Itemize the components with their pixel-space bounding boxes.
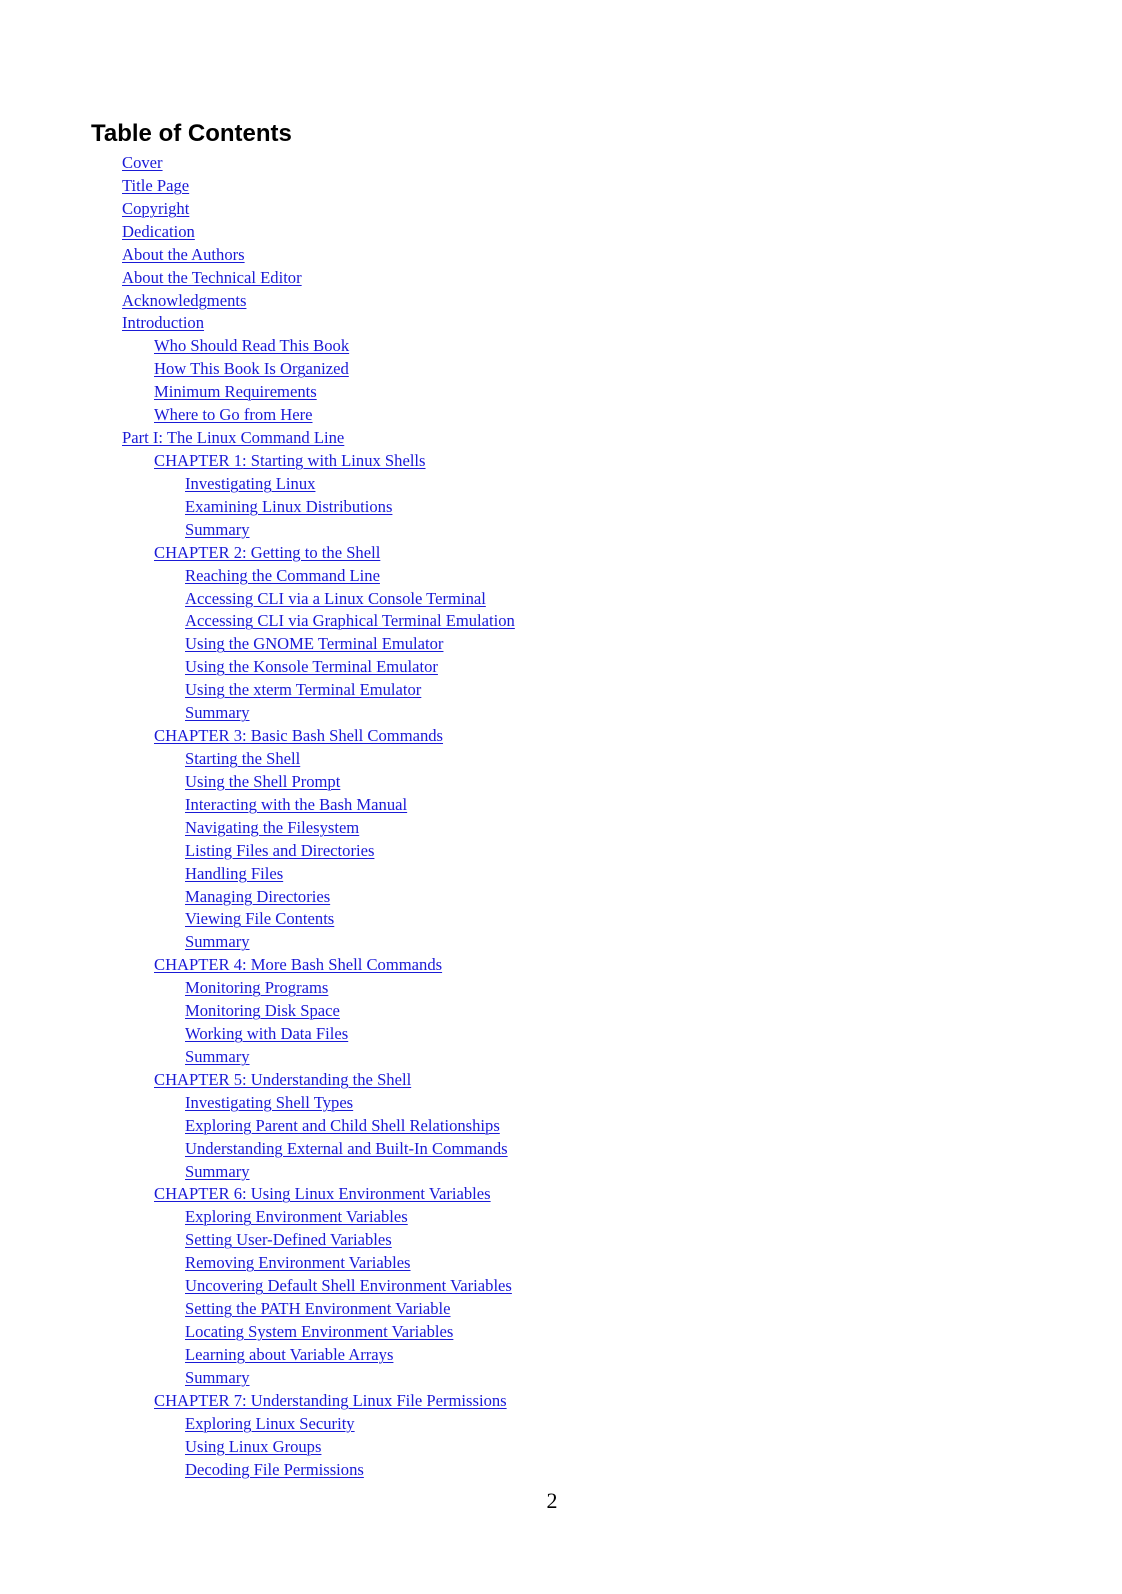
toc-entry: [0, 1344, 515, 1367]
toc-entry: [0, 863, 515, 886]
toc-link[interactable]: Summary: [185, 703, 250, 723]
toc-entry: [0, 1229, 515, 1252]
toc-entry: [0, 1069, 515, 1092]
toc-link[interactable]: Examining Linux Distributions: [185, 496, 393, 516]
toc-entry: [0, 1206, 515, 1229]
toc-link[interactable]: Using the GNOME Terminal Emulator: [185, 634, 444, 654]
toc-link[interactable]: Learning about Variable Arrays: [185, 1344, 394, 1364]
toc-entry: [0, 1252, 515, 1275]
toc-entry: [0, 450, 515, 473]
toc-entry: [0, 1183, 515, 1206]
toc-entry: [0, 175, 515, 198]
toc-entry: [0, 908, 515, 931]
toc-entry: [0, 1298, 515, 1321]
toc-entry: [0, 198, 515, 221]
toc-link[interactable]: Interacting with the Bash Manual: [185, 794, 408, 814]
toc-link[interactable]: CHAPTER 3: Basic Bash Shell Commands: [154, 726, 444, 746]
toc-entry: [0, 1000, 515, 1023]
toc-link[interactable]: Removing Environment Variables: [185, 1253, 411, 1273]
toc-entry: [0, 1046, 515, 1069]
toc-link[interactable]: Where to Go from Here: [154, 405, 313, 425]
toc-entry: [0, 542, 515, 565]
toc-entry: [0, 1275, 515, 1298]
toc-link[interactable]: CHAPTER 1: Starting with Linux Shells: [154, 450, 426, 470]
toc-entry: [0, 1413, 515, 1436]
toc-link[interactable]: Navigating the Filesystem: [185, 817, 360, 837]
toc-entry: [0, 1390, 515, 1413]
toc-link[interactable]: Investigating Linux: [185, 473, 316, 493]
toc-entry: [0, 312, 515, 335]
toc-entry: [0, 840, 515, 863]
toc-link[interactable]: Using the Shell Prompt: [185, 771, 341, 791]
toc-link[interactable]: Starting the Shell: [185, 748, 301, 768]
toc-entry: [0, 771, 515, 794]
toc-entry: [0, 404, 515, 427]
toc-link[interactable]: Locating System Environment Variables: [185, 1322, 454, 1342]
toc-link[interactable]: Summary: [185, 1367, 250, 1387]
toc-title: Table of Contents: [91, 120, 292, 147]
toc-link[interactable]: Handling Files: [185, 863, 284, 883]
toc-link[interactable]: How This Book Is Organized: [154, 359, 349, 379]
toc-link[interactable]: Dedication: [122, 221, 195, 241]
toc-entry: [0, 1161, 515, 1184]
toc-link[interactable]: Decoding File Permissions: [185, 1459, 364, 1479]
toc-link[interactable]: CHAPTER 6: Using Linux Environment Variables: [154, 1184, 491, 1204]
toc-entry: [0, 519, 515, 542]
toc-entry: [0, 748, 515, 771]
toc-link[interactable]: Acknowledgments: [122, 290, 247, 310]
toc-entry: [0, 954, 515, 977]
toc-link[interactable]: Monitoring Programs: [185, 978, 329, 998]
toc-entry: [0, 1023, 515, 1046]
toc-entry: [0, 290, 515, 313]
toc-link[interactable]: Using the Konsole Terminal Emulator: [185, 657, 438, 677]
toc-entry: [0, 427, 515, 450]
toc-link[interactable]: About the Technical Editor: [122, 267, 302, 287]
toc-entry: [0, 358, 515, 381]
toc-entry: [0, 473, 515, 496]
toc-entry: [0, 931, 515, 954]
toc-link[interactable]: Understanding External and Built-In Commands: [185, 1138, 508, 1158]
toc-link[interactable]: Exploring Parent and Child Shell Relationships: [185, 1115, 500, 1135]
toc-entry: [0, 496, 515, 519]
toc-link[interactable]: Viewing File Contents: [185, 909, 335, 929]
toc-entry: [0, 679, 515, 702]
toc-link[interactable]: Minimum Requirements: [154, 382, 317, 402]
toc-link[interactable]: Who Should Read This Book: [154, 336, 350, 356]
toc-link[interactable]: Investigating Shell Types: [185, 1092, 354, 1112]
toc-link[interactable]: Summary: [185, 1161, 250, 1181]
toc-entry: [0, 381, 515, 404]
toc-link[interactable]: Exploring Environment Variables: [185, 1207, 408, 1227]
toc-link[interactable]: CHAPTER 4: More Bash Shell Commands: [154, 955, 443, 975]
toc-link[interactable]: Title Page: [122, 175, 190, 195]
toc-link[interactable]: Monitoring Disk Space: [185, 1001, 340, 1021]
toc-link[interactable]: Managing Directories: [185, 886, 331, 906]
toc-entry: [0, 1092, 515, 1115]
toc-list: [0, 152, 515, 1481]
toc-entry: [0, 221, 515, 244]
toc-entry: [0, 1459, 515, 1482]
toc-link[interactable]: CHAPTER 2: Getting to the Shell: [154, 542, 381, 562]
toc-entry: [0, 610, 515, 633]
toc-entry: [0, 633, 515, 656]
toc-link[interactable]: Summary: [185, 932, 250, 952]
toc-link[interactable]: Accessing CLI via a Linux Console Terminal: [185, 588, 486, 608]
toc-entry: [0, 335, 515, 358]
toc-entry: [0, 244, 515, 267]
toc-entry: [0, 1138, 515, 1161]
toc-link[interactable]: Using the xterm Terminal Emulator: [185, 680, 422, 700]
toc-link[interactable]: Copyright: [122, 198, 190, 218]
toc-entry: [0, 267, 515, 290]
toc-link[interactable]: Reaching the Command Line: [185, 565, 380, 585]
toc-link[interactable]: Listing Files and Directories: [185, 840, 375, 860]
toc-entry: [0, 588, 515, 611]
toc-entry: [0, 1436, 515, 1459]
toc-link[interactable]: Setting the PATH Environment Variable: [185, 1299, 451, 1319]
toc-entry: [0, 152, 515, 175]
toc-entry: [0, 1367, 515, 1390]
toc-link[interactable]: CHAPTER 7: Understanding Linux File Permissions: [154, 1390, 507, 1410]
toc-entry: [0, 702, 515, 725]
toc-entry: [0, 977, 515, 1000]
toc-entry: [0, 725, 515, 748]
toc-entry: [0, 794, 515, 817]
toc-entry: [0, 886, 515, 909]
toc-link[interactable]: About the Authors: [122, 244, 245, 264]
toc-entry: [0, 565, 515, 588]
toc-entry: [0, 1321, 515, 1344]
toc-entry: [0, 656, 515, 679]
toc-link[interactable]: Introduction: [122, 313, 205, 333]
toc-link[interactable]: Summary: [185, 1046, 250, 1066]
toc-link[interactable]: Accessing CLI via Graphical Terminal Emulation: [185, 611, 515, 631]
toc-entry: [0, 1115, 515, 1138]
toc-link[interactable]: Summary: [185, 519, 250, 539]
toc-link[interactable]: Exploring Linux Security: [185, 1413, 355, 1433]
toc-link[interactable]: Part I: The Linux Command Line: [122, 428, 345, 448]
toc-link[interactable]: Cover: [122, 153, 163, 172]
toc-link[interactable]: Working with Data Files: [185, 1024, 349, 1044]
toc-link[interactable]: CHAPTER 5: Understanding the Shell: [154, 1069, 412, 1089]
toc-link[interactable]: Setting User-Defined Variables: [185, 1230, 392, 1250]
page-number: 2: [546, 1488, 558, 1513]
toc-link[interactable]: Uncovering Default Shell Environment Variables: [185, 1276, 512, 1296]
toc-link[interactable]: Using Linux Groups: [185, 1436, 322, 1456]
toc-entry: [0, 817, 515, 840]
